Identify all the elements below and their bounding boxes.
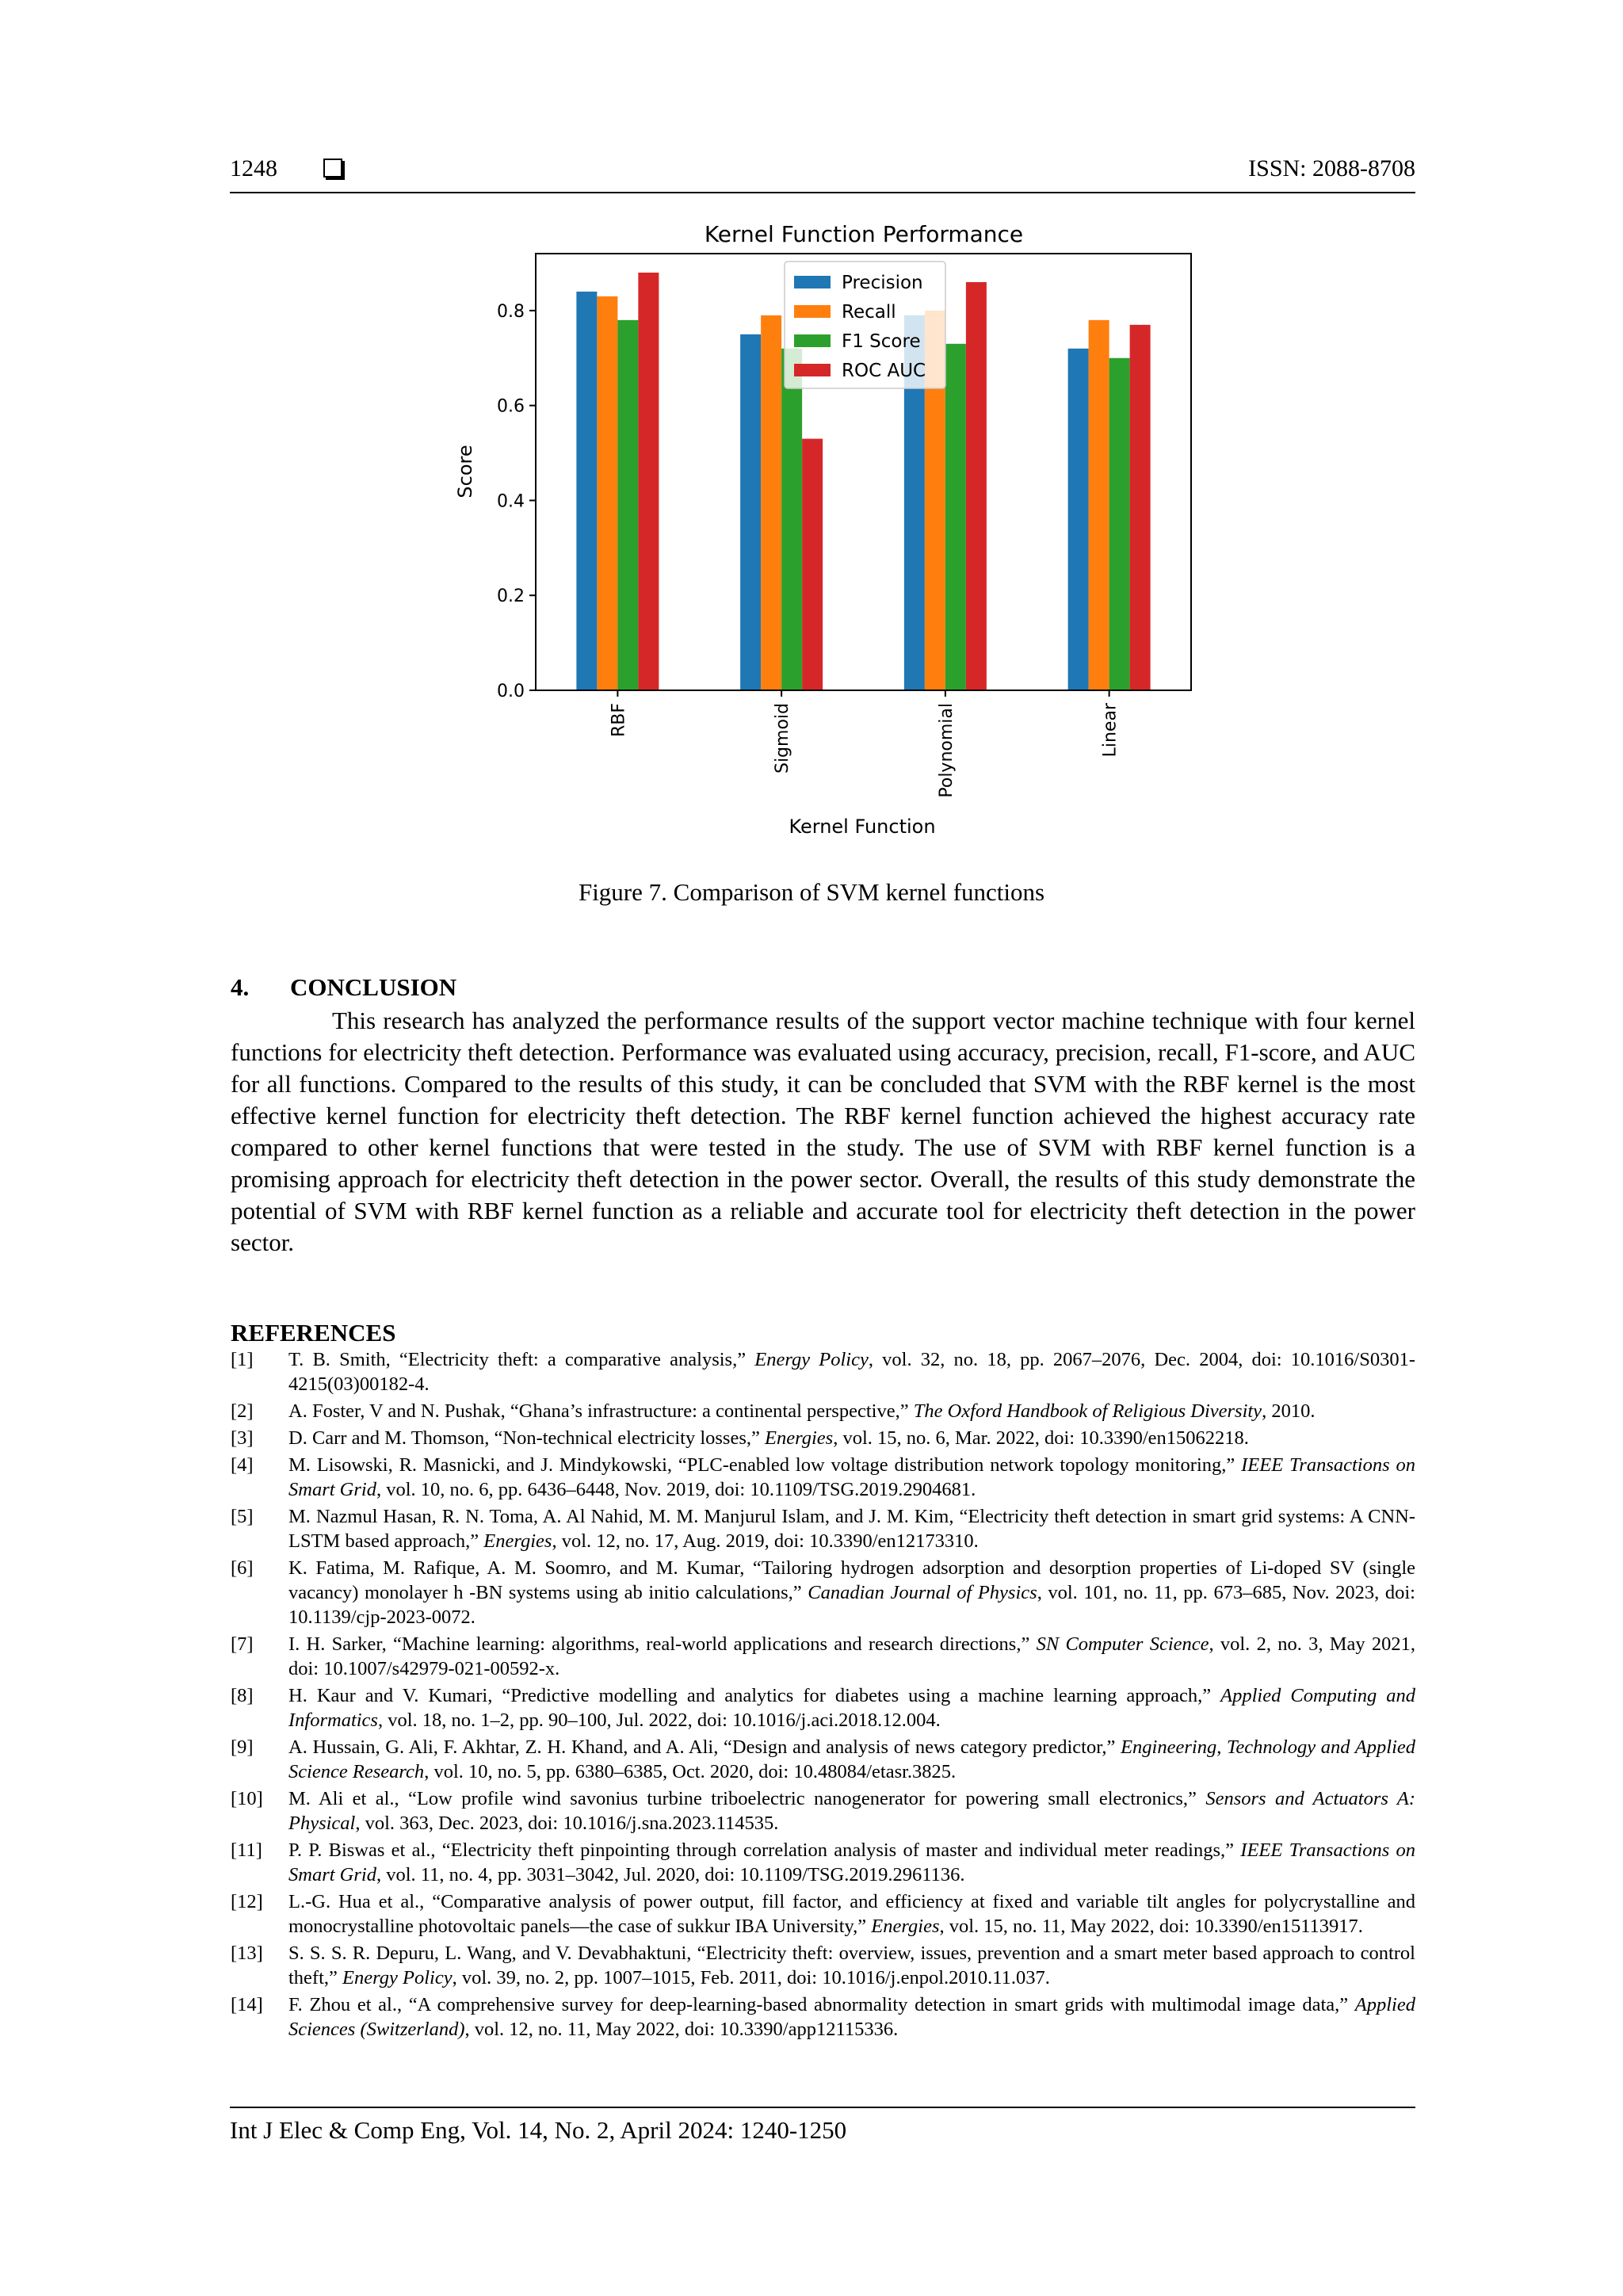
- reference-number: [11]: [231, 1839, 262, 1861]
- reference-text: L.-G. Hua et al., “Comparative analysis of power output, fill factor, and efficiency at fixed and variable tilt angles for polycrystalline and monocrystalline photovoltaic panels—the case of sukkur IBA University,” Energies, vol. 15, no. 11, May 2022, doi: 10.3390/en15113917.: [288, 1891, 1415, 1937]
- reference-number: [9]: [231, 1736, 254, 1758]
- reference-number: [3]: [231, 1427, 254, 1449]
- x-tick-label: Linear: [1100, 703, 1121, 758]
- reference-number: [10]: [231, 1788, 263, 1809]
- reference-text: A. Foster, V and N. Pushak, “Ghana’s infrastructure: a continental perspective,” The Oxford Handbook of Religious Diversity, 2010.: [288, 1400, 1316, 1422]
- bar-f1-score-sigmoid: [781, 349, 802, 690]
- figure-caption: Figure 7. Comparison of SVM kernel functions: [578, 878, 1045, 906]
- legend-swatch: [794, 334, 831, 347]
- reference-item: [231, 1889, 1415, 1939]
- legend-swatch: [794, 276, 831, 288]
- conclusion-paragraph: This research has analyzed the performance results of the support vector machine technique with four kernel functions for electricity theft detection. Performance was evaluated using accuracy, precision, recall, F1-score, and AUC for all functions. Compared to the results of this study, it can be concluded that SVM with the RBF kernel is the most effective kernel function for electricity theft detection. The RBF kernel function achieved the highest accuracy rate compared to other kernel functions that were tested in the study. The use of SVM with RBF kernel function is a promising approach for electricity theft detection in the power sector. Overall, the results of this study demonstrate the potential of SVM with RBF kernel function as a reliable and accurate tool for electricity theft detection in the power sector.: [231, 1007, 1415, 1256]
- reference-item: [231, 1735, 1415, 1784]
- y-tick-label: 0.8: [497, 301, 525, 322]
- y-tick-label: 0.4: [497, 491, 525, 512]
- reference-text: M. Lisowski, R. Masnicki, and J. Mindykowski, “PLC-enabled low voltage distribution network topology monitoring,” IEEE Transactions on Smart Grid, vol. 10, no. 6, pp. 6436–6448, Nov. 2019, doi: 10.1109/TSG.2019.2904681.: [288, 1454, 1415, 1500]
- chart-xlabel: Kernel Function: [789, 816, 936, 838]
- section-title: CONCLUSION: [290, 973, 457, 1001]
- bar-f1-score-rbf: [617, 320, 638, 690]
- reference-number: [7]: [231, 1633, 254, 1655]
- reference-item: [231, 1683, 1415, 1733]
- reference-item: [231, 1426, 1415, 1450]
- reference-text: S. S. S. R. Depuru, L. Wang, and V. Devabhaktuni, “Electricity theft: overview, issues, prevention and a smart meter based approach to control theft,” Energy Policy, vol. 39, no. 2, pp. 1007–1015, Feb. 2011, doi: 10.1016/j.enpol.2010.11.037.: [288, 1943, 1415, 1988]
- legend-label: Precision: [842, 273, 923, 293]
- reference-text: H. Kaur and V. Kumari, “Predictive modelling and analytics for diabetes using a machine learning approach,” Applied Computing and Informatics, vol. 18, no. 1–2, pp. 90–100, Jul. 2022, doi: 10.1016/j.aci.2018.12.004.: [288, 1685, 1416, 1731]
- bar-f1-score-polynomial: [945, 344, 966, 690]
- reference-text: M. Nazmul Hasan, R. N. Toma, A. Al Nahid, M. M. Manjurul Islam, and J. M. Kim, “Electricity theft detection in smart grid systems: A CNN-LSTM based approach,” Energies, vol. 12, no. 17, Aug. 2019, doi: 10.3390/en12173310.: [288, 1506, 1415, 1552]
- reference-number: [14]: [231, 1994, 263, 2015]
- chart-title: Kernel Function Performance: [704, 221, 1024, 247]
- section-number: 4.: [231, 973, 250, 1001]
- page-header: [230, 155, 1415, 193]
- reference-item: [231, 1632, 1415, 1681]
- reference-item: [231, 1838, 1415, 1887]
- legend-label: ROC AUC: [842, 361, 926, 381]
- reference-text: F. Zhou et al., “A comprehensive survey for deep-learning-based abnormality detection in smart grids with multimodal image data,” Applied Sciences (Switzerland), vol. 12, no. 11, May 2022, doi: 10.3390/app12115336.: [288, 1994, 1415, 2040]
- reference-text: D. Carr and M. Thomson, “Non-technical electricity losses,” Energies, vol. 15, no. 6, Mar. 2022, doi: 10.3390/en15062218.: [288, 1427, 1249, 1449]
- reference-text: M. Ali et al., “Low profile wind savonius turbine triboelectric nanogenerator for powering small electronics,” Sensors and Actuators A: Physical, vol. 363, Dec. 2023, doi: 10.1016/j.sna.2023.114535.: [288, 1788, 1415, 1834]
- legend-label: F1 Score: [842, 331, 921, 352]
- reference-text: I. H. Sarker, “Machine learning: algorithms, real-world applications and research directions,” SN Computer Science, vol. 2, no. 3, May 2021, doi: 10.1007/s42979-021-00592-x.: [288, 1633, 1415, 1679]
- x-tick-label: Polynomial: [936, 703, 957, 798]
- bar-f1-score-linear: [1109, 358, 1130, 690]
- reference-item: [231, 1992, 1415, 2042]
- reference-number: [2]: [231, 1400, 254, 1422]
- legend-swatch: [794, 364, 831, 376]
- chart-legend: [785, 262, 945, 388]
- reference-number: [1]: [231, 1349, 254, 1370]
- reference-text: A. Hussain, G. Ali, F. Akhtar, Z. H. Khand, and A. Ali, “Design and analysis of news category predictor,” Engineering, Technology and Applied Science Research, vol. 10, no. 5, pp. 6380–6385, Oct. 2020, doi: 10.48084/etasr.3825.: [288, 1736, 1415, 1782]
- y-tick-label: 0.2: [497, 586, 525, 607]
- chart-ylabel: Score: [454, 445, 476, 499]
- reference-item: [231, 1556, 1415, 1629]
- legend-label: Recall: [842, 302, 896, 323]
- bar-roc-auc-linear: [1130, 325, 1151, 690]
- bar-recall-rbf: [597, 296, 617, 690]
- reference-text: K. Fatima, M. Rafique, A. M. Soomro, and M. Kumar, “Tailoring hydrogen adsorption and desorption properties of Li-doped SV (single vacancy) monolayer h -BN systems using ab initio calculations,” Canadian Journal of Physics, vol. 101, no. 11, pp. 673–685, Nov. 2023, doi: 10.1139/cjp-2023-0072.: [288, 1557, 1415, 1628]
- square-bullet-icon: [323, 159, 342, 178]
- reference-text: P. P. Biswas et al., “Electricity theft pinpointing through correlation analysis of master and individual meter readings,” IEEE Transactions on Smart Grid, vol. 11, no. 4, pp. 3031–3042, Jul. 2020, doi: 10.1109/TSG.2019.2961136.: [288, 1839, 1416, 1885]
- reference-text: T. B. Smith, “Electricity theft: a comparative analysis,” Energy Policy, vol. 32, no. 18, pp. 2067–2076, Dec. 2004, doi: 10.1016/S0301-4215(03)00182-4.: [288, 1349, 1415, 1395]
- bar-roc-auc-rbf: [638, 273, 659, 690]
- issn: ISSN: 2088-8708: [1248, 155, 1415, 181]
- reference-number: [13]: [231, 1943, 263, 1964]
- reference-item: [231, 1399, 1415, 1423]
- reference-item: [231, 1453, 1415, 1502]
- bar-precision-linear: [1068, 349, 1089, 690]
- bar-precision-sigmoid: [740, 334, 761, 690]
- bar-roc-auc-polynomial: [966, 282, 987, 690]
- kernel-performance-chart: [444, 210, 1236, 860]
- bar-recall-sigmoid: [761, 315, 781, 690]
- legend-swatch: [794, 305, 831, 318]
- reference-number: [4]: [231, 1454, 254, 1476]
- y-tick-label: 0.6: [497, 396, 525, 417]
- page-footer: Int J Elec & Comp Eng, Vol. 14, No. 2, April 2024: 1240-1250: [230, 2107, 1415, 2145]
- page-number: 1248: [230, 155, 277, 181]
- reference-number: [5]: [231, 1506, 254, 1527]
- bar-roc-auc-sigmoid: [802, 439, 823, 690]
- references-heading: REFERENCES: [231, 1319, 396, 1347]
- x-tick-label: Sigmoid: [773, 703, 793, 774]
- reference-item: [231, 1504, 1415, 1553]
- reference-number: [8]: [231, 1685, 254, 1706]
- reference-number: [12]: [231, 1891, 263, 1912]
- reference-item: [231, 1347, 1415, 1396]
- reference-item: [231, 1786, 1415, 1836]
- x-tick-label: RBF: [609, 703, 629, 738]
- reference-item: [231, 1941, 1415, 1990]
- reference-list: [231, 1347, 1415, 2044]
- bar-precision-rbf: [576, 292, 597, 690]
- y-tick-label: 0.0: [497, 682, 525, 701]
- bar-recall-linear: [1089, 320, 1109, 690]
- reference-number: [6]: [231, 1557, 254, 1579]
- section-heading: [231, 973, 456, 1002]
